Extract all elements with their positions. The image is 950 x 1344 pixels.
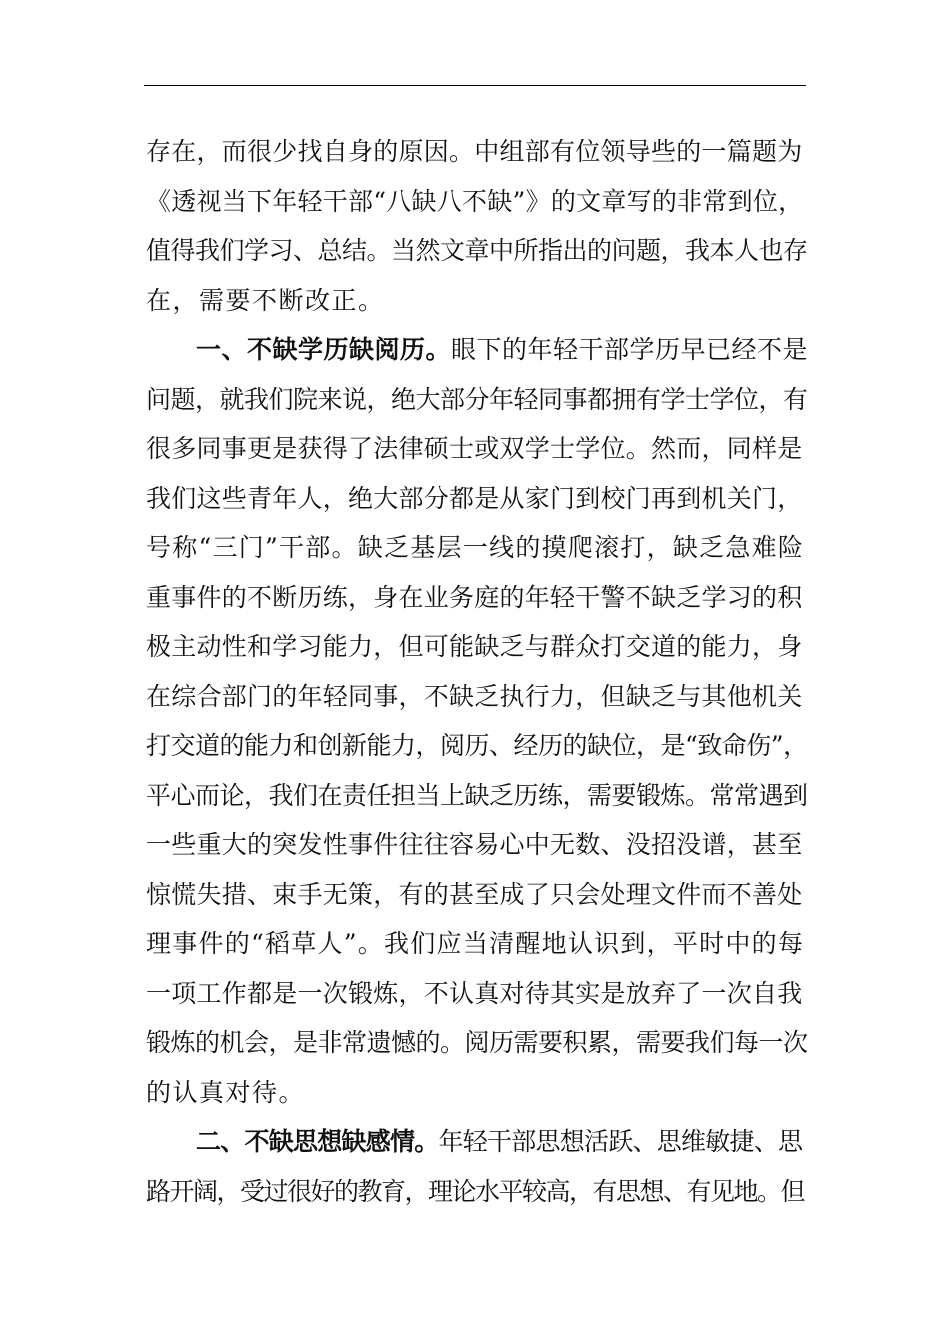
text-line: 《透视当下年轻干部“八缺八不缺”》的文章写的非常到位，	[146, 186, 804, 216]
text-line: 很多同事更是获得了法律硕士或双学士学位。然而，同样是	[146, 434, 803, 463]
text-line: 在综合部门的年轻同事，不缺乏执行力，但缺乏与其他机关	[146, 681, 803, 711]
section-2-heading: 二、不缺思想缺感情。	[196, 1127, 439, 1156]
section-1-first-line	[146, 325, 808, 375]
text-line: 值得我们学习、总结。当然文章中所指出的问题，我本人也存	[146, 236, 808, 265]
document-body	[146, 127, 808, 1216]
section-2-first-line	[146, 1117, 808, 1167]
text-line: 平心而论，我们在责任担当上缺乏历练，需要锻炼。常常遇到	[146, 780, 808, 810]
text-line: 的认真对待。	[146, 1077, 306, 1107]
section-2-first-text: 年轻干部思想活跃、思维敏捷、思	[438, 1127, 803, 1156]
text-line: 打交道的能力和创新能力，阅历、经历的缺位，是“致命伤”，	[146, 731, 808, 760]
text-line: 一项工作都是一次锻炼，不认真对待其实是放弃了一次自我	[146, 978, 803, 1008]
text-line: 锻炼的机会，是非常遗憾的。阅历需要积累，需要我们每一次	[146, 1028, 808, 1057]
text-line: 存在，而很少找自身的原因。中组部有位领导些的一篇题为	[146, 137, 803, 166]
text-line: 理事件的“稻草人”。我们应当清醒地认识到，平时中的每	[146, 929, 805, 958]
section-1-first-text: 眼下的年轻干部学历早已经不是	[451, 335, 809, 364]
text-line: 一些重大的突发性事件往往容易心中无数、没招没谱，甚至	[146, 830, 803, 859]
text-line: 重事件的不断历练，身在业务庭的年轻干警不缺乏学习的积	[146, 582, 803, 612]
text-line: 号称“三门”干部。缺乏基层一线的摸爬滚打，缺乏急难险	[146, 533, 805, 562]
text-line: 路开阔，受过很好的教育，理论水平较高，有思想、有见地。但	[146, 1176, 805, 1206]
header-rule	[144, 85, 806, 86]
text-line: 在，需要不断改正。	[146, 285, 385, 315]
text-line: 极主动性和学习能力，但可能缺乏与群众打交道的能力，身	[146, 632, 803, 661]
text-line: 我们这些青年人，绝大部分都是从家门到校门再到机关门，	[146, 483, 803, 513]
section-1-heading: 一、不缺学历缺阅历。	[196, 335, 452, 364]
text-line: 惊慌失措、束手无策，有的甚至成了只会处理文件而不善处	[146, 879, 803, 909]
text-line: 问题，就我们院来说，绝大部分年轻同事都拥有学士学位，有	[146, 384, 808, 414]
